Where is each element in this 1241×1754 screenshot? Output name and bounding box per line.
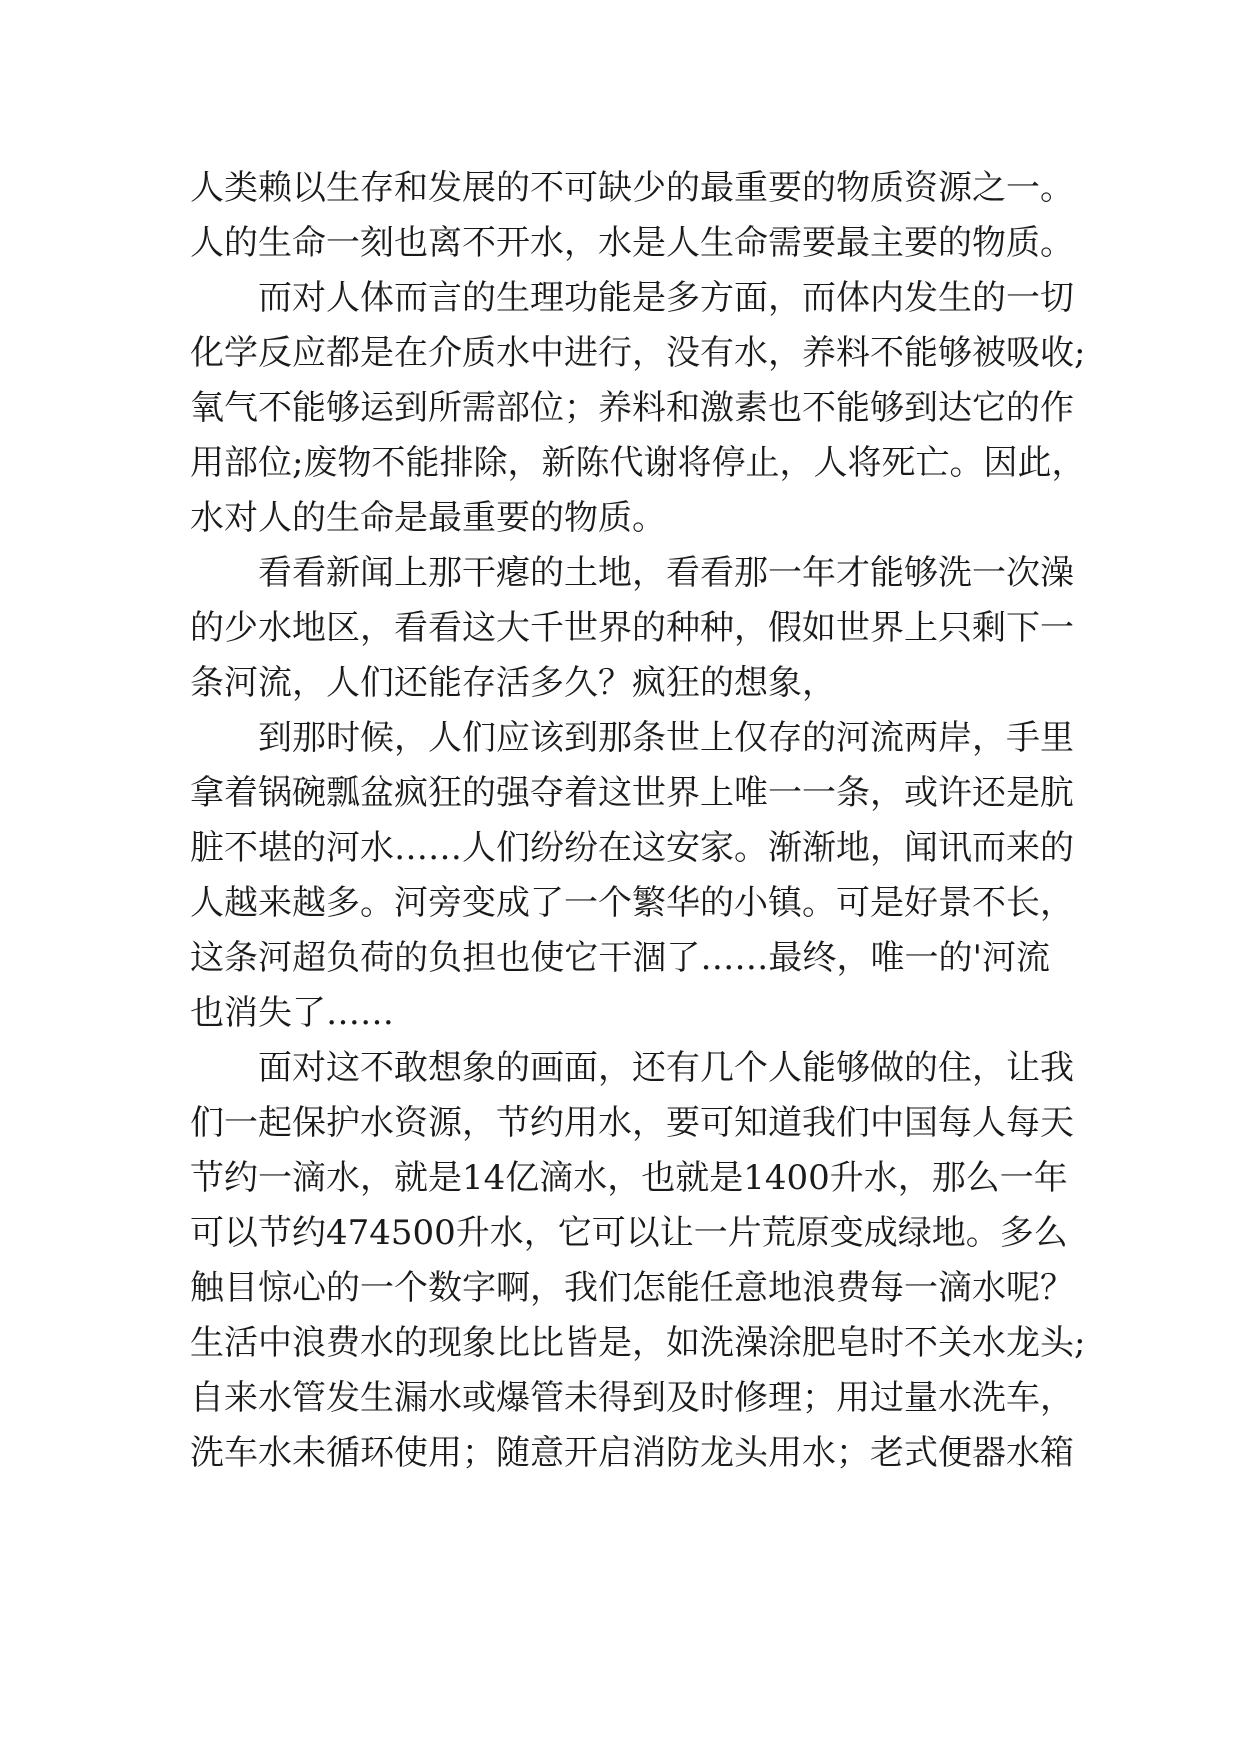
paragraph-start-line: 到那时候，人们应该到那条世上仅存的河流两岸，手里	[258, 718, 1074, 758]
text-line: 洗车水未循环使用；随意开启消防龙头用水；老式便器水箱	[190, 1433, 1074, 1473]
text-line: 自来水管发生漏水或爆管未得到及时修理；用过量水洗车，	[190, 1378, 1074, 1418]
text-line: 的少水地区，看看这大千世界的种种，假如世界上只剩下一	[190, 608, 1074, 648]
text-line: 条河流，人们还能存活多久？疯狂的想象，	[190, 663, 836, 703]
text-line: 用部位;废物不能排除，新陈代谢将停止，人将死亡。因此，	[190, 443, 1086, 483]
text-line: 也消失了……	[190, 993, 394, 1033]
text-line: 人类赖以生存和发展的不可缺少的最重要的物质资源之一。	[190, 168, 1074, 208]
paragraph-start-line: 而对人体而言的生理功能是多方面，而体内发生的一切	[258, 278, 1074, 318]
text-line: 可以节约474500升水，它可以让一片荒原变成绿地。多么	[190, 1213, 1068, 1253]
text-line: 触目惊心的一个数字啊，我们怎能任意地浪费每一滴水呢？	[190, 1268, 1074, 1308]
text-line: 水对人的生命是最重要的物质。	[190, 498, 666, 538]
text-line: 人的生命一刻也离不开水，水是人生命需要最主要的物质。	[190, 223, 1074, 263]
text-line: 这条河超负荷的负担也使它干涸了……最终，唯一的'河流	[190, 938, 1050, 978]
text-line: 生活中浪费水的现象比比皆是，如洗澡涂肥皂时不关水龙头;	[190, 1323, 1086, 1363]
text-line: 拿着锅碗瓢盆疯狂的强夺着这世界上唯一一条，或许还是肮	[190, 773, 1074, 813]
text-line: 化学反应都是在介质水中进行，没有水，养料不能够被吸收;	[190, 333, 1086, 373]
text-line: 节约一滴水，就是14亿滴水，也就是1400升水，那么一年	[190, 1158, 1068, 1198]
paragraph-start-line: 面对这不敢想象的画面，还有几个人能够做的住，让我	[258, 1048, 1074, 1088]
text-line: 人越来越多。河旁变成了一个繁华的小镇。可是好景不长，	[190, 883, 1074, 923]
paragraph-start-line: 看看新闻上那干瘪的土地，看看那一年才能够洗一次澡	[258, 553, 1074, 593]
text-line: 氧气不能够运到所需部位；养料和激素也不能够到达它的作	[190, 388, 1074, 428]
text-line: 脏不堪的河水……人们纷纷在这安家。渐渐地，闻讯而来的	[190, 828, 1074, 868]
text-line: 们一起保护水资源，节约用水，要可知道我们中国每人每天	[190, 1103, 1074, 1143]
